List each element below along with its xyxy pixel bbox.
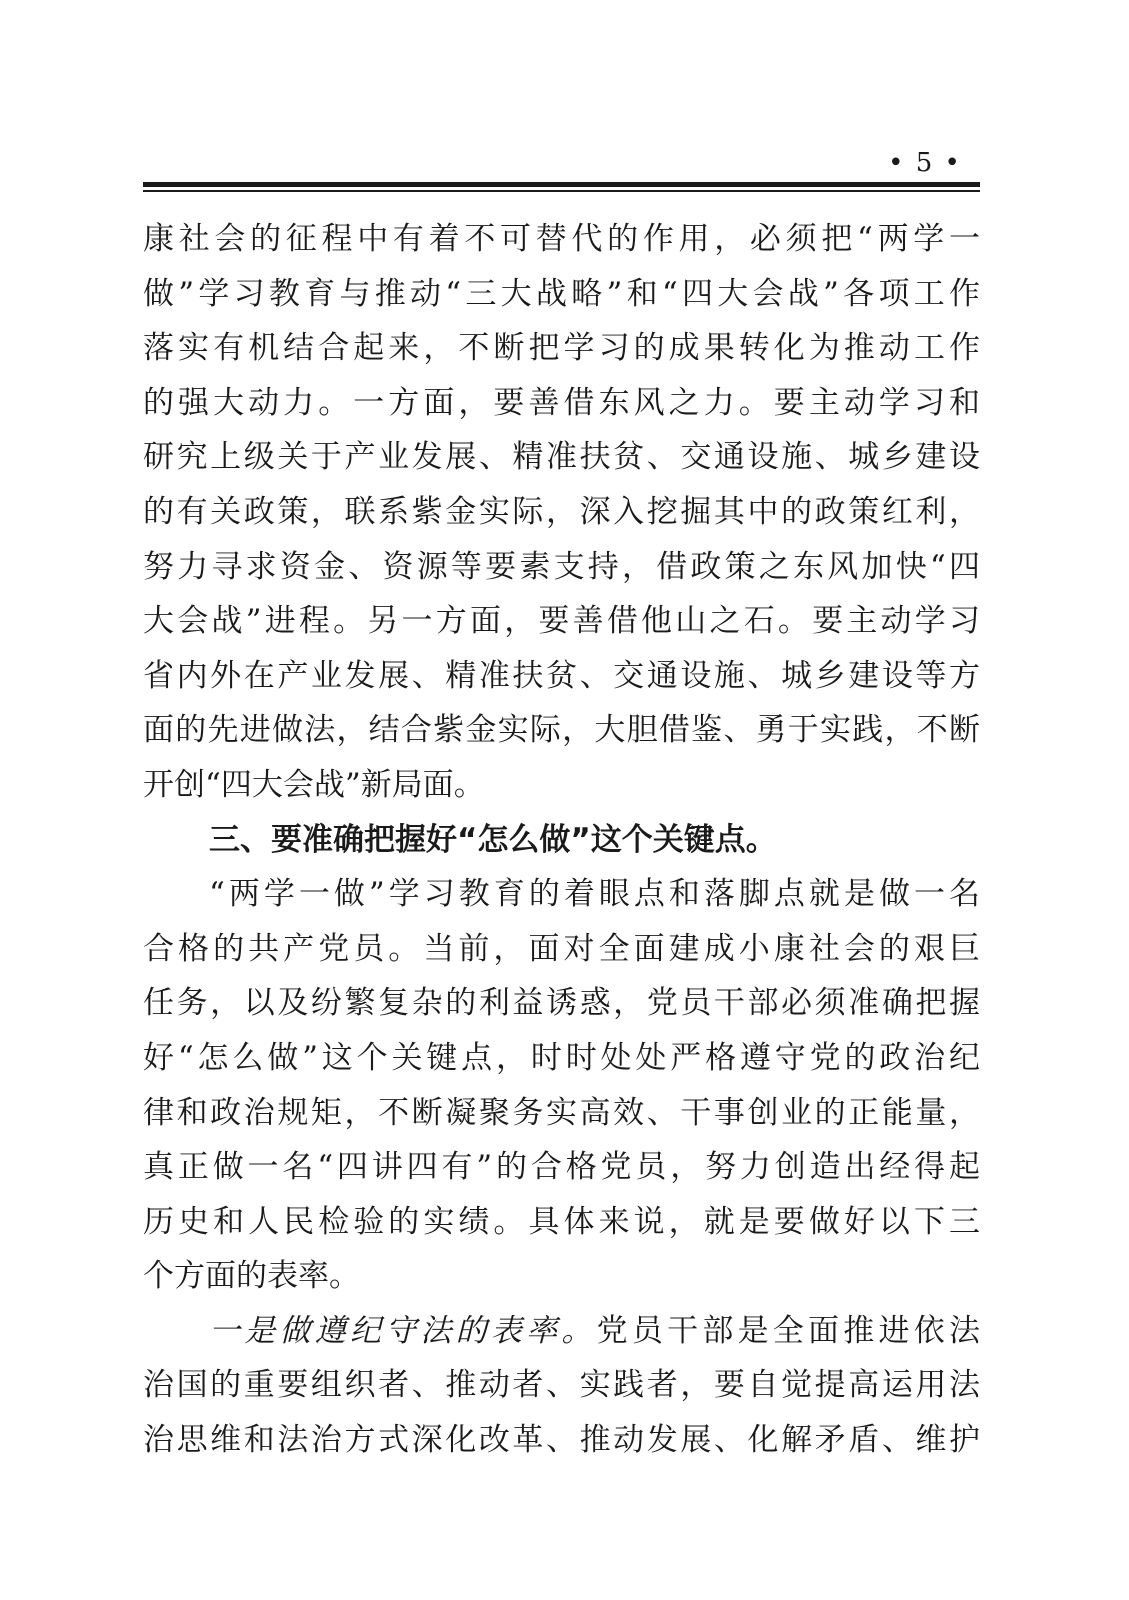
text-line: 面的先进做法，结合紫金实际，大胆借鉴、勇于实践，不断 [143,712,980,749]
lead-phrase: 一是做遵纪守法的表率。 [209,1312,597,1349]
body-text [143,212,980,1468]
text-line: 康社会的征程中有着不可替代的作用，必须把“两学一 [143,221,980,257]
text-line: 的有关政策，联系紫金实际，深入挖掘其中的政策红利， [143,493,980,530]
text-line: 律和政治规矩，不断凝聚务实高效、干事创业的正能量， [143,1094,980,1131]
text-line: 努力寻求资金、资源等要素支持，借政策之东风加快“四 [143,548,980,585]
text-line-rest: 党员干部是全面推进依法 [596,1312,980,1349]
text-line: 好“怎么做”这个关键点，时时处处严格遵守党的政治纪 [143,1039,980,1076]
text-line: 历史和人民检验的实绩。具体来说，就是要做好以下三 [143,1203,980,1240]
text-line: 的强大动力。一方面，要善借东风之力。要主动学习和 [143,384,980,421]
header-rule-thick [143,182,980,187]
text-line: 开创“四大会战”新局面。 [143,766,485,803]
text-line: 任务，以及纷繁复杂的利益诱惑，党员干部必须准确把握 [143,985,980,1022]
text-line [143,1304,980,1359]
text-line: 大会战”进程。另一方面，要善借他山之石。要主动学习 [143,603,980,640]
text-line: 治国的重要组织者、推动者、实践者，要自觉提高运用法 [143,1367,980,1404]
text-line: 省内外在产业发展、精准扶贫、交通设施、城乡建设等方 [143,657,980,694]
text-line: 真正做一名“四讲四有”的合格党员，努力创造出经得起 [143,1149,980,1186]
text-line: 个方面的表率。 [143,1258,360,1295]
text-line: 合格的共产党员。当前，面对全面建成小康社会的艰巨 [143,930,980,967]
page-number: • 5 • [888,148,962,178]
text-line: 治思维和法治方式深化改革、推动发展、化解矛盾、维护 [143,1422,980,1459]
section-heading: 三、要准确把握好“怎么做”这个关键点。 [209,821,777,858]
header-rule-thin [143,190,980,192]
text-line: 做”学习教育与推动“三大战略”和“四大会战”各项工作 [143,275,980,312]
text-line: 落实有机结合起来，不断把学习的成果转化为推动工作 [143,330,980,367]
text-line: “两学一做”学习教育的着眼点和落脚点就是做一名 [209,876,980,913]
text-line: 研究上级关于产业发展、精准扶贫、交通设施、城乡建设 [143,439,980,476]
